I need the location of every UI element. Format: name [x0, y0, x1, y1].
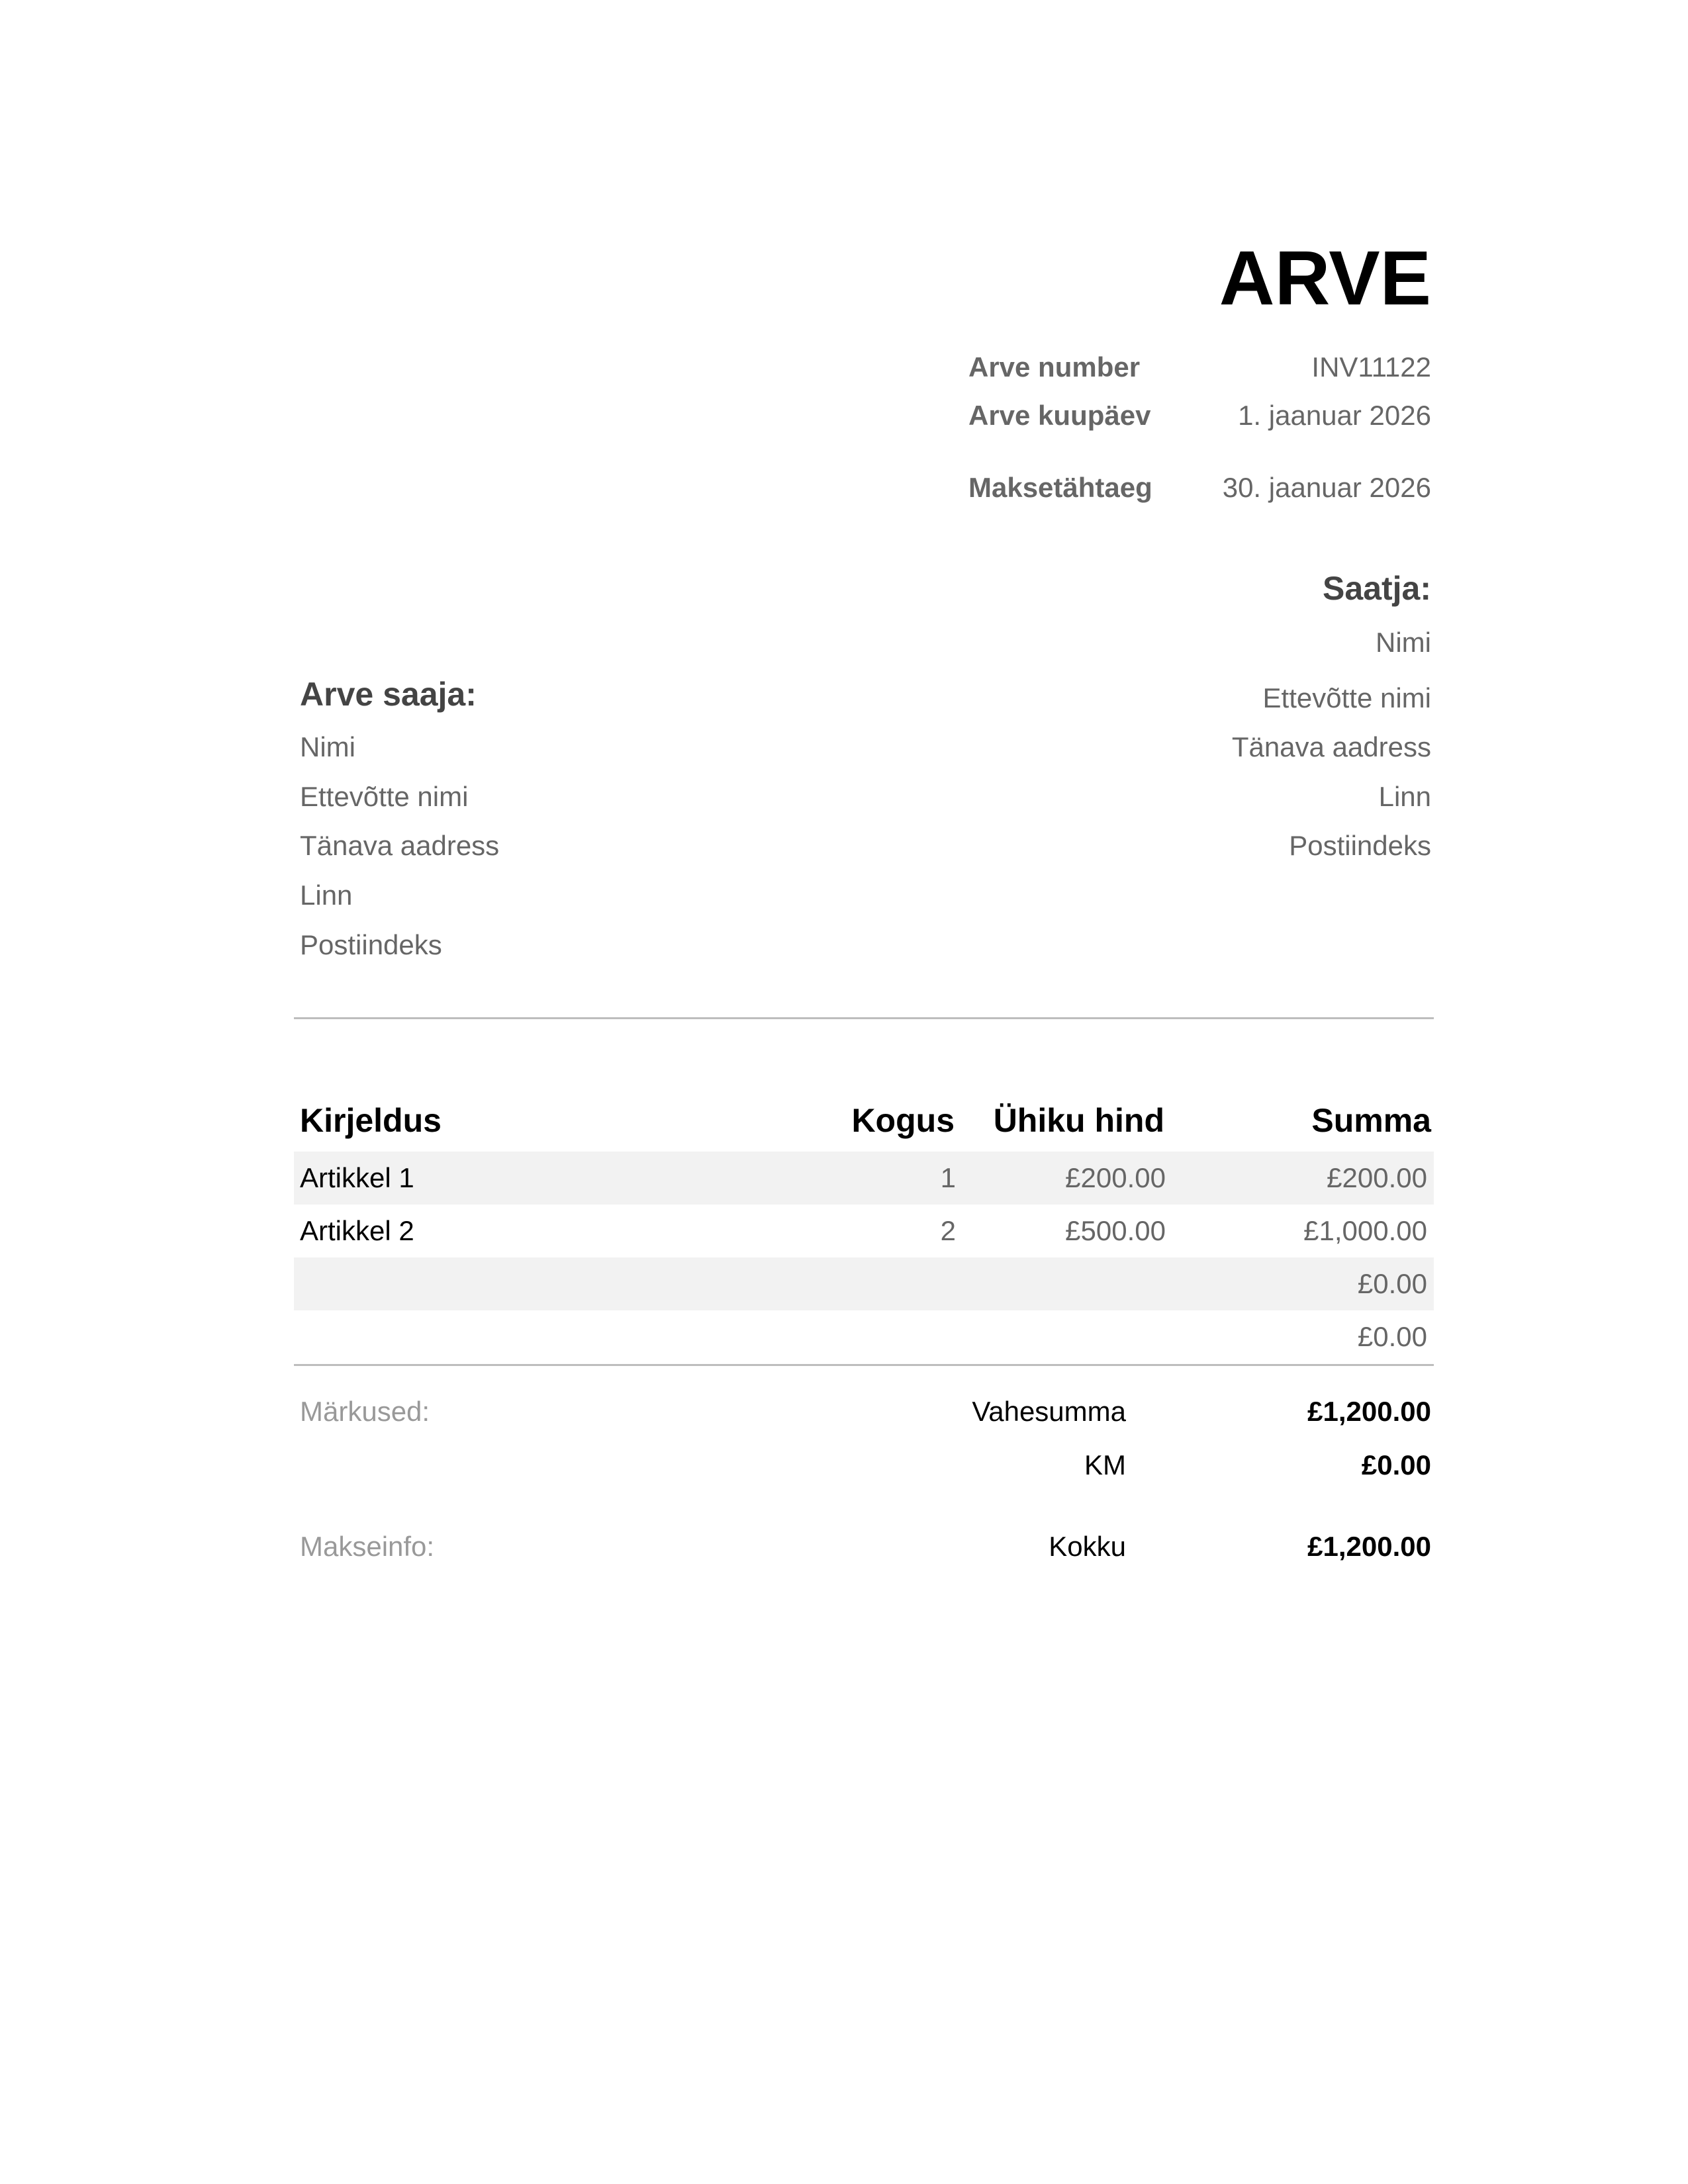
table-row — [294, 1205, 1434, 1257]
col-header-quantity: Kogus — [851, 1102, 955, 1139]
row-amount: £200.00 — [1327, 1162, 1427, 1193]
recipient-street: Tänava aadress — [300, 830, 500, 861]
total-value: £1,200.00 — [1307, 1531, 1431, 1562]
col-header-unit-price: Ühiku hind — [993, 1102, 1164, 1139]
subtotal-label: Vahesumma — [972, 1396, 1126, 1427]
sender-street: Tänava aadress — [1231, 731, 1431, 762]
table-bottom-divider — [294, 1364, 1434, 1366]
due-date-value: 30. jaanuar 2026 — [1222, 472, 1431, 503]
sender-city: Linn — [1378, 781, 1431, 812]
recipient-heading: Arve saaja: — [300, 676, 477, 713]
tax-label: KM — [1084, 1449, 1126, 1480]
notes-label: Märkused: — [300, 1396, 430, 1427]
section-divider — [294, 1017, 1434, 1019]
tax-value: £0.00 — [1361, 1449, 1431, 1480]
row-amount: £0.00 — [1357, 1268, 1427, 1299]
table-row — [294, 1257, 1434, 1310]
row-quantity: 1 — [940, 1162, 956, 1193]
row-description: Artikkel 2 — [300, 1215, 414, 1246]
row-amount: £1,000.00 — [1303, 1215, 1427, 1246]
col-header-amount: Summa — [1311, 1102, 1431, 1139]
row-quantity: 2 — [940, 1215, 956, 1246]
invoice-title: ARVE — [1219, 235, 1431, 321]
recipient-company: Ettevõtte nimi — [300, 781, 469, 812]
subtotal-value: £1,200.00 — [1307, 1396, 1431, 1427]
row-unit-price: £500.00 — [1065, 1215, 1166, 1246]
sender-company: Ettevõtte nimi — [1262, 682, 1431, 713]
row-unit-price: £200.00 — [1065, 1162, 1166, 1193]
col-header-description: Kirjeldus — [300, 1102, 442, 1139]
row-description: Artikkel 1 — [300, 1162, 414, 1193]
due-date-label: Maksetähtaeg — [968, 472, 1152, 503]
total-label: Kokku — [1049, 1531, 1126, 1562]
recipient-city: Linn — [300, 880, 353, 911]
row-amount: £0.00 — [1357, 1321, 1427, 1352]
invoice-number-label: Arve number — [968, 351, 1141, 383]
invoice-date-value: 1. jaanuar 2026 — [1238, 400, 1431, 431]
invoice-number-value: INV11122 — [1311, 351, 1431, 383]
table-row — [294, 1152, 1434, 1205]
table-row — [294, 1310, 1434, 1363]
sender-postcode: Postiindeks — [1289, 830, 1431, 861]
recipient-postcode: Postiindeks — [300, 929, 442, 960]
invoice-date-label: Arve kuupäev — [968, 400, 1151, 431]
sender-name: Nimi — [1376, 627, 1431, 658]
recipient-name: Nimi — [300, 731, 355, 762]
payment-info-label: Makseinfo: — [300, 1531, 435, 1562]
sender-heading: Saatja: — [1323, 570, 1431, 607]
